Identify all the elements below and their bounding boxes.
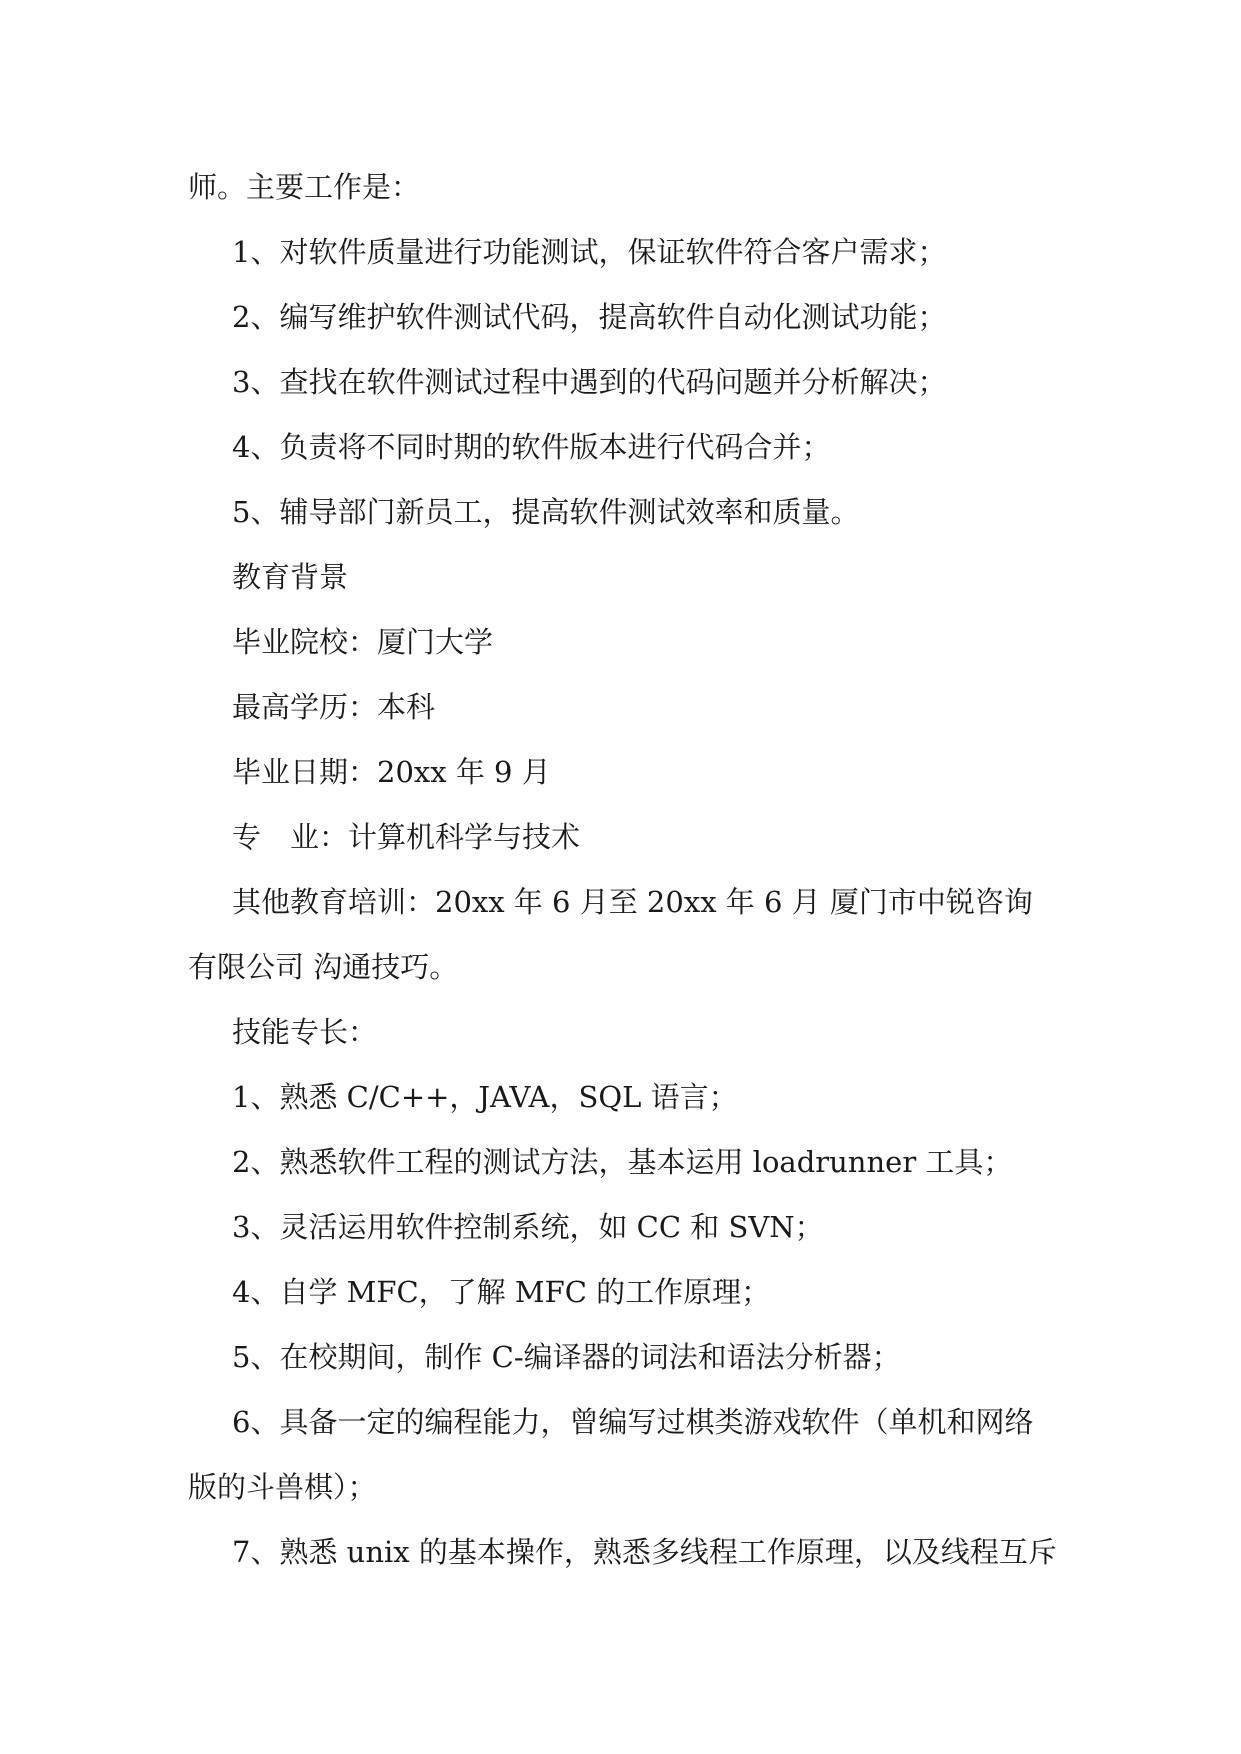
paragraph-work-item-2: 2、编写维护软件测试代码，提高软件自动化测试功能； (232, 300, 947, 334)
paragraph-skill-item-7: 7、熟悉 unix 的基本操作，熟悉多线程工作原理，以及线程互斥 (232, 1535, 1057, 1569)
paragraph-skill-item-5: 5、在校期间，制作 C-编译器的词法和语法分析器； (232, 1340, 901, 1374)
paragraph-major: 专 业：计算机科学与技术 (232, 820, 581, 854)
paragraph-work-item-5: 5、辅导部门新员工，提高软件测试效率和质量。 (232, 495, 860, 529)
paragraph-skill-item-6: 6、具备一定的编程能力，曾编写过棋类游戏软件（单机和网络版的斗兽棋）； (188, 1405, 1034, 1504)
paragraph-skill-item-4: 4、自学 MFC，了解 MFC 的工作原理； (232, 1275, 771, 1309)
paragraph-main-work-intro: 师。主要工作是： (188, 170, 421, 204)
paragraph-graduate-school: 毕业院校：厦门大学 (232, 625, 494, 659)
document-body (188, 155, 1058, 1585)
paragraph-other-training: 其他教育培训：20xx 年 6 月至 20xx 年 6 月 厦门市中锐咨询有限公司 沟通技巧。 (188, 885, 1033, 984)
paragraph-work-item-4: 4、负责将不同时期的软件版本进行代码合并； (232, 430, 831, 464)
paragraph-skill-item-3: 3、灵活运用软件控制系统，如 CC 和 SVN； (232, 1210, 824, 1244)
paragraph-graduation-date: 毕业日期：20xx 年 9 月 (232, 755, 551, 789)
section-heading-education: 教育背景 (232, 560, 349, 594)
paragraph-skill-item-1: 1、熟悉 C/C++，JAVA，SQL 语言； (232, 1080, 738, 1114)
paragraph-highest-degree: 最高学历：本科 (232, 690, 436, 724)
paragraph-work-item-1: 1、对软件质量进行功能测试，保证软件符合客户需求； (232, 235, 947, 269)
section-heading-skills: 技能专长： (232, 1015, 378, 1049)
paragraph-work-item-3: 3、查找在软件测试过程中遇到的代码问题并分析解决； (232, 365, 947, 399)
paragraph-skill-item-2: 2、熟悉软件工程的测试方法，基本运用 loadrunner 工具； (232, 1145, 1013, 1179)
